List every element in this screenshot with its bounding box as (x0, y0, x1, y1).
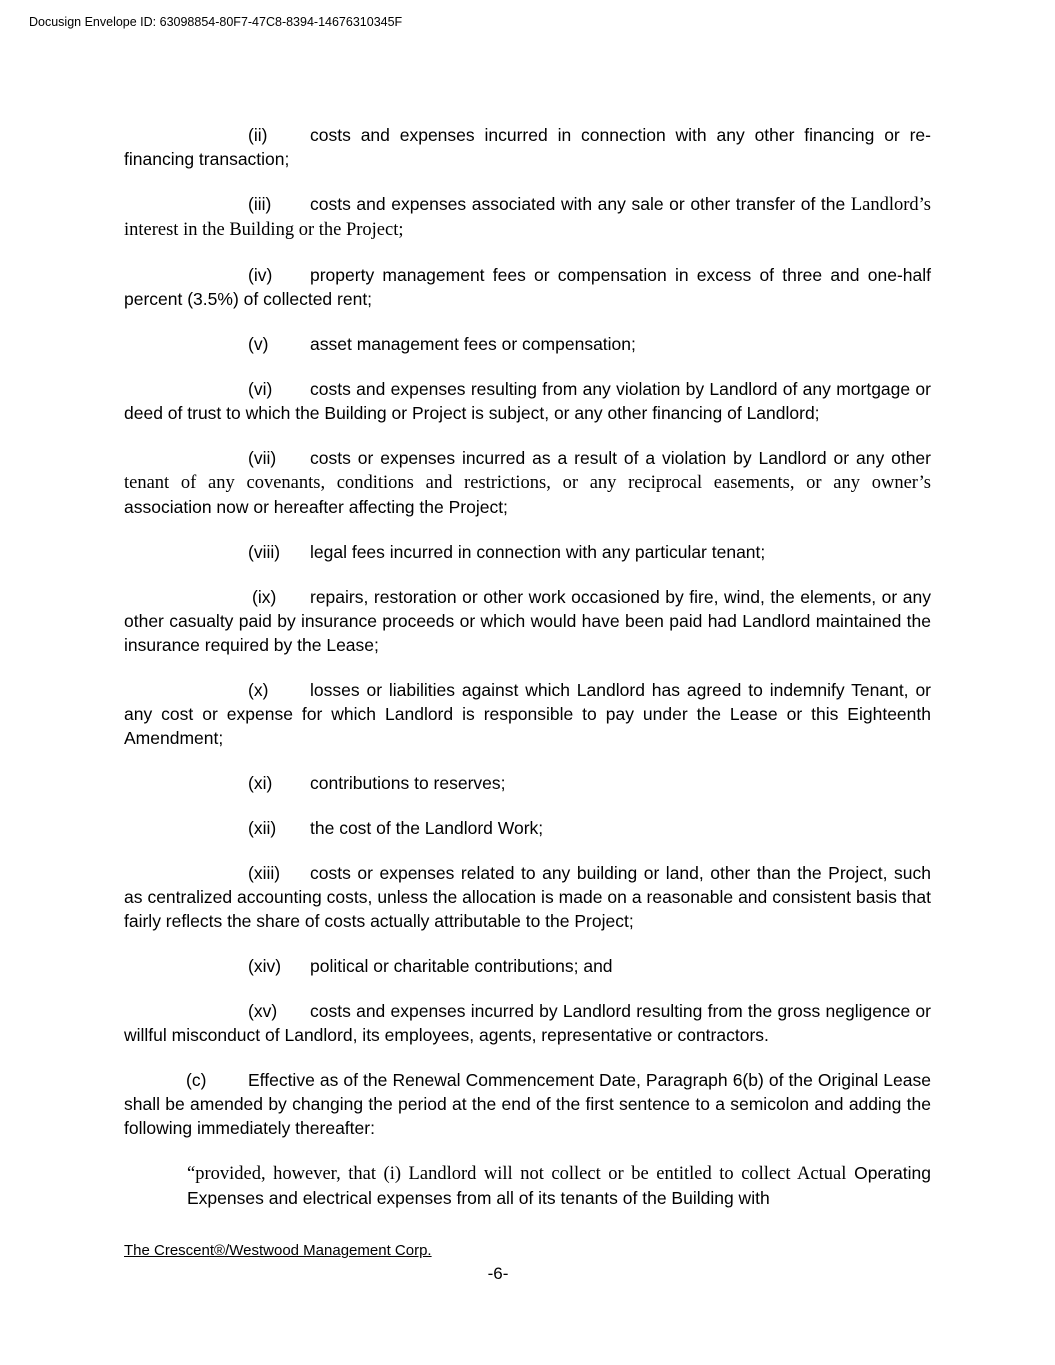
item-number: (vii) (248, 448, 277, 468)
section-rest: Lease shall be amended by changing the period at the end of the first sentence to a semicolon and adding the following immediately thereafter: (124, 1070, 931, 1138)
item-lead: repairs, restoration or other work occasioned by fire, wind, the elements, or (310, 587, 898, 607)
item-rest-2: association now or hereafter affecting the Project; (124, 497, 508, 517)
item-lead: costs and expenses incurred in connection with any other financing or re- (310, 125, 931, 145)
list-item-iv (124, 263, 931, 311)
item-rest: tenant of any covenants, conditions and restrictions, or any reciprocal easements, or any owner’s (124, 473, 931, 493)
item-number: (xi) (248, 773, 273, 793)
document-body (124, 123, 931, 1210)
list-item-ii (124, 123, 931, 171)
item-number: (ix) (252, 587, 277, 607)
list-item-vi (124, 377, 931, 425)
list-item-viii (124, 540, 931, 564)
item-number: (x) (248, 680, 269, 700)
item-lead: costs or expenses related to any building or land, other than the Project, such (310, 863, 931, 883)
item-rest: as centralized accounting costs, unless the allocation is made on a reasonable and consistent basis that fairly reflects the share of costs actually attributable to the Project; (124, 887, 931, 931)
item-number: (xv) (248, 1001, 278, 1021)
item-rest: mortgage or deed of trust to which the Building or Project is subject, or any other financing of Landlord; (124, 379, 931, 423)
item-lead: asset management fees or compensation; (310, 334, 636, 354)
item-lead: property management fees or compensation in excess of three and one-half (310, 265, 931, 285)
list-item-xiv (124, 954, 931, 978)
list-item-x (124, 678, 931, 750)
list-item-xi (124, 771, 931, 795)
list-item-iii (124, 192, 931, 242)
item-rest: percent (3.5%) of collected rent; (124, 289, 373, 309)
item-lead: contributions to reserves; (310, 773, 506, 793)
list-item-xiii (124, 861, 931, 933)
item-number: (ii) (248, 125, 268, 145)
page-number: -6- (487, 1264, 509, 1283)
item-lead: political or charitable contributions; and (310, 956, 613, 976)
item-lead: costs or expenses incurred as a result of a violation by Landlord or any other (310, 448, 931, 468)
item-number: (v) (248, 334, 269, 354)
quote-line-1: “provided, however, that (i) Landlord will not collect or be entitled to collect Actual (187, 1164, 847, 1184)
footer-company: The Crescent®/Westwood Management Corp. (124, 1242, 432, 1259)
list-item-v (124, 332, 931, 356)
item-rest: any other casualty paid by insurance proceeds or which would have been paid had Landlord maintained the insurance required by the Lease; (124, 587, 931, 655)
item-lead: the cost of the Landlord Work; (310, 818, 544, 838)
item-rest: financing transaction; (124, 149, 290, 169)
item-lead: losses or liabilities against which Landlord has agreed to indemnify Tenant, (310, 680, 909, 700)
item-rest: Landlord’s interest in the Building or the Project; (124, 195, 931, 240)
item-number: (iv) (248, 265, 273, 285)
item-number: (vi) (248, 379, 273, 399)
list-item-xv (124, 999, 931, 1047)
item-number: (viii) (248, 542, 281, 562)
item-lead: costs and expenses associated with any sale or other transfer of the (310, 194, 846, 214)
item-rest: negligence or willful misconduct of Landlord, its employees, agents, representative or contractors. (124, 1001, 931, 1045)
list-item-ix (124, 585, 931, 657)
envelope-id: Docusign Envelope ID: 63098854-80F7-47C8-8394-14676310345F (29, 15, 403, 29)
item-lead: costs and expenses incurred by Landlord resulting from the gross (310, 1001, 821, 1021)
item-lead: legal fees incurred in connection with any particular tenant; (310, 542, 766, 562)
quoted-provision (187, 1161, 931, 1210)
item-number: (iii) (248, 194, 272, 214)
item-number: (xiv) (248, 956, 282, 976)
item-number: (xiii) (248, 863, 281, 883)
item-number: (xii) (248, 818, 277, 838)
item-lead: costs and expenses resulting from any violation by Landlord of any (310, 379, 831, 399)
section-c (124, 1068, 931, 1140)
list-item-vii (124, 446, 931, 519)
section-lead: Effective as of the Renewal Commencement Date, Paragraph 6(b) of the Original (248, 1070, 879, 1090)
section-number: (c) (186, 1070, 207, 1090)
item-rest: or any cost or expense for which Landlord is responsible to pay under the Lease or this Eighteenth Amendment; (124, 680, 931, 748)
quote-line-2: Operating Expenses and electrical expenses from all of its tenants of the Building with (187, 1163, 931, 1208)
list-item-xii (124, 816, 931, 840)
